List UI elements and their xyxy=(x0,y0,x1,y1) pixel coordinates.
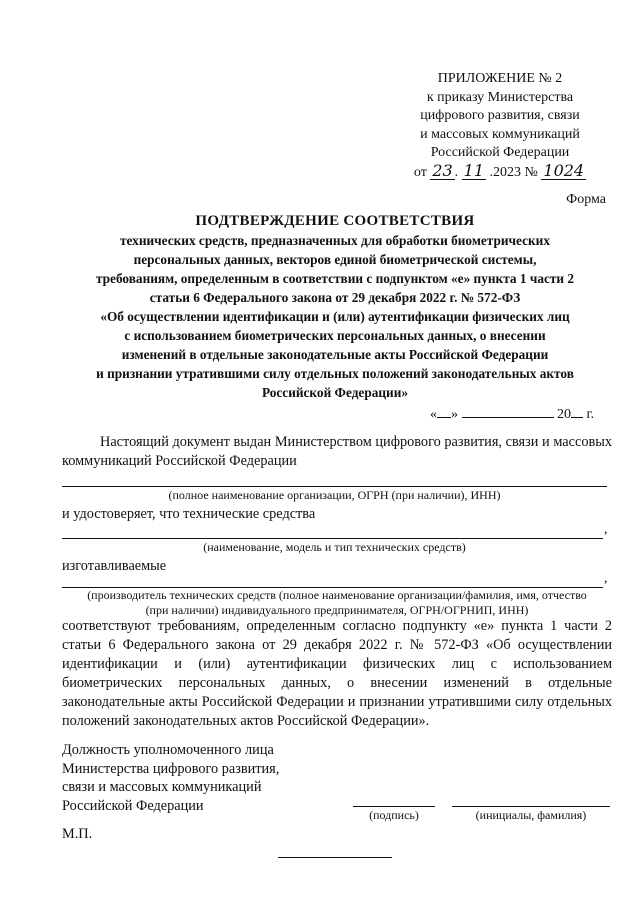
heading-line: «Об осуществлении идентификации и (или) аутентификации физических лиц xyxy=(100,309,570,324)
issue-date-field xyxy=(430,403,594,423)
caption-organization: (полное наименование организации, ОГРН (при наличии), ИНН) xyxy=(168,488,501,502)
signatory-line: Должность уполномоченного лица xyxy=(62,742,274,758)
heading-line: технических средств, предназначенных для обработки биометрических xyxy=(120,233,550,248)
date-quote-close: » xyxy=(451,407,458,422)
month-blank xyxy=(462,403,554,418)
heading-line: и признании утратившими силу отдельных положений законодательных актов xyxy=(96,366,574,381)
handwritten-order-number: 1024 xyxy=(543,160,585,180)
device-fill-line xyxy=(62,537,603,539)
organization-fill-line xyxy=(62,485,607,487)
signatory-block xyxy=(62,741,279,815)
caption-manufacturer-line2: (при наличии) индивидуального предпринимателя, ОГРН/ОГРНИП, ИНН) xyxy=(145,603,529,617)
signature-fill-line xyxy=(353,805,435,807)
date-year: .2023 № xyxy=(489,164,538,180)
appendix-line: и массовых коммуникаций xyxy=(420,126,580,142)
device-comma: , xyxy=(604,522,608,537)
caption-device: (наименование, модель и тип технических средств) xyxy=(203,540,466,554)
appendix-line: к приказу Министерства xyxy=(426,89,574,105)
handwritten-month: 11 xyxy=(463,160,485,180)
signatory-line: Российской Федерации xyxy=(62,797,204,814)
signatory-line: связи и массовых коммуникаций xyxy=(62,779,262,795)
compliance-paragraph: соответствуют требованиям, определенным согласно подпункту «е» пункта 1 части 2 статьи 6 Федерального закона от 29 декабря 2022 г. № 572-ФЗ «Об осуществлении идентификации и (или) аутентификации физических лиц с использованием биометрических персональных данных, о внесении изменений в отдельные законодательные акты Российской Федерации и признании утратившими силу отдельных положений законодательных актов Российской Федерации». xyxy=(62,618,612,729)
heading-line: персональных данных, векторов единой биометрической системы, xyxy=(133,252,537,267)
handwritten-day: 23 xyxy=(432,160,453,180)
form-label: Форма xyxy=(566,192,606,207)
year-blank xyxy=(571,403,583,418)
date-quote-open: « xyxy=(430,407,437,422)
appendix-line: Российской Федерации xyxy=(430,145,570,160)
heading-line: Российской Федерации» xyxy=(261,385,409,400)
footer-separator xyxy=(278,856,392,858)
appendix-line: цифрового развития, связи xyxy=(420,108,580,123)
signatory-line: Министерства цифрового развития, xyxy=(62,760,280,777)
year-prefix: 20 xyxy=(557,407,571,422)
manufacturer-comma: , xyxy=(604,571,608,586)
heading-line: требованиям, определенным в соответствии с подпунктом «е» пункта 1 части 2 xyxy=(95,271,575,286)
appendix-date-line: от 23 . 11 .2023 № 1024 xyxy=(413,160,585,180)
heading-line: изменений в отдельные законодательные акты Российской Федерации xyxy=(121,347,549,362)
manufactured-text: изготавливаемые xyxy=(62,558,167,574)
caption-initials: (инициалы, фамилия) xyxy=(475,808,587,822)
date-prefix: от xyxy=(413,164,427,180)
initials-fill-line xyxy=(452,805,610,807)
caption-signature: (подпись) xyxy=(369,808,419,822)
document-heading xyxy=(40,211,630,402)
appendix-title: ПРИЛОЖЕНИЕ № 2 xyxy=(437,71,563,86)
heading-line: статьи 6 Федерального закона от 29 декабря 2022 г. № 572-ФЗ xyxy=(149,290,521,305)
issued-text: Настоящий документ выдан Министерством цифрового развития, связи и массовых коммуникаций Российской Федерации xyxy=(62,434,612,469)
caption-manufacturer-line1: (производитель технических средств (полное наименование организации/фамилия, имя, отчество xyxy=(87,588,587,602)
appendix-block xyxy=(400,70,600,182)
heading-line: с использованием биометрических персональных данных, о внесении xyxy=(124,328,546,343)
day-blank xyxy=(437,403,451,418)
certifies-text: и удостоверяет, что технические средства xyxy=(62,506,316,522)
heading-title: ПОДТВЕРЖДЕНИЕ СООТВЕТСТВИЯ xyxy=(195,213,475,229)
issued-paragraph xyxy=(62,433,612,470)
stamp-label: М.П. xyxy=(62,826,93,842)
year-suffix: г. xyxy=(586,407,595,422)
